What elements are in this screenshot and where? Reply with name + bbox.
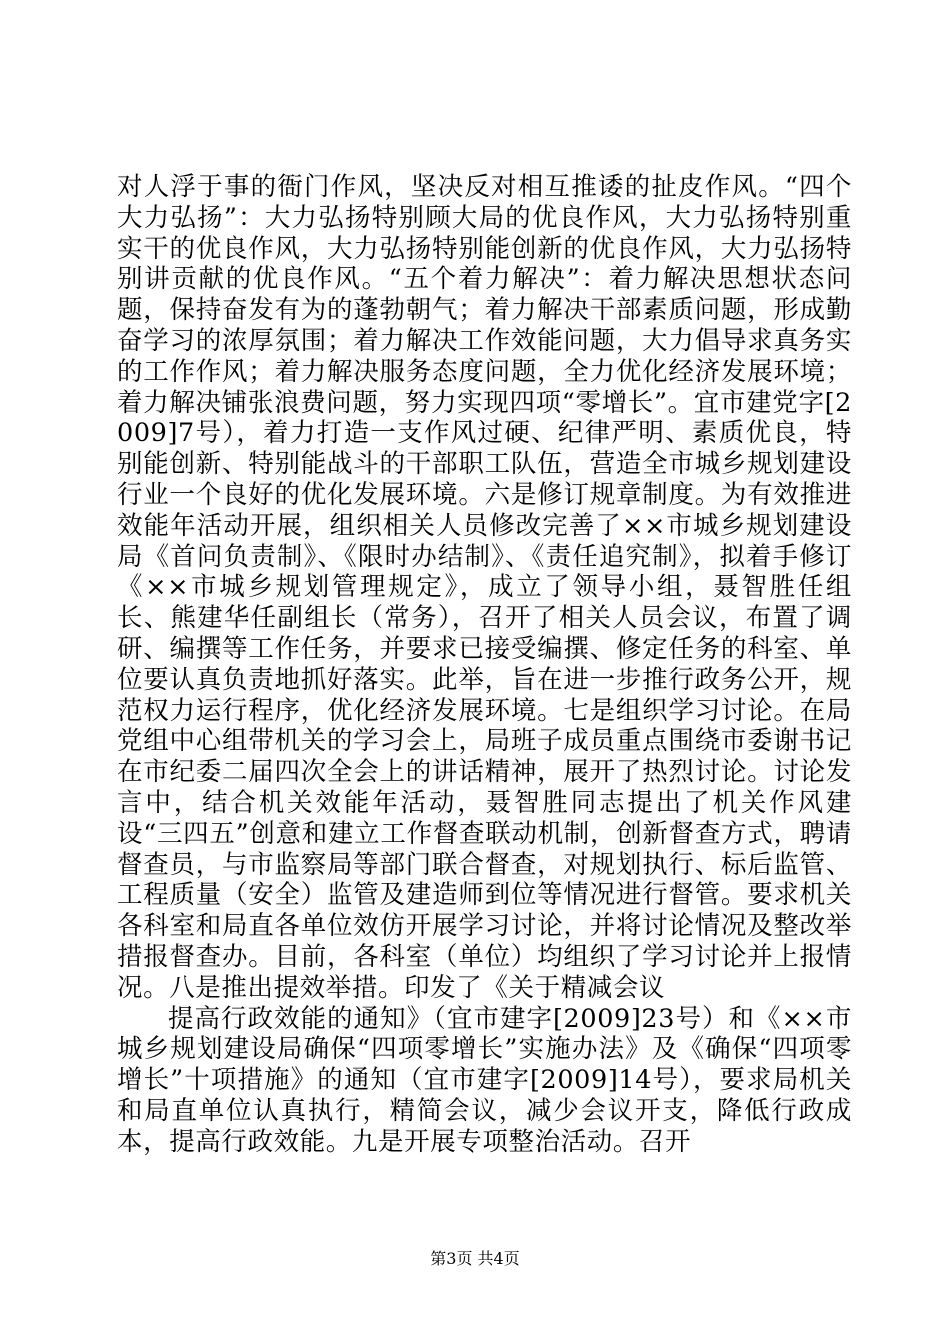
body-text bbox=[117, 172, 852, 1158]
page-number-footer: 第3页 共4页 bbox=[430, 1249, 520, 1268]
paragraph: 对人浮于事的衙门作风，坚决反对相互推诿的扯皮作风。“四个大力弘扬”：大力弘扬特别顾大局的优良作风，大力弘扬特别重实干的优良作风，大力弘扬特别能创新的优良作风，大力弘扬特别讲贡献的优良作风。“五个着力解决”：着力解决思想状态问题，保持奋发有为的蓬勃朝气；着力解决干部素质问题，形成勤奋学习的浓厚氛围；着力解决工作效能问题，大力倡导求真务实的工作作风；着力解决服务态度问题，全力优化经济发展环境；着力解决铺张浪费问题，努力实现四项“零增长”。宜市建党字[2009]7号），着力打造一支作风过硬、纪律严明、素质优良，特别能创新、特别能战斗的干部职工队伍，营造全市城乡规划建设行业一个良好的优化发展环境。六是修订规章制度。为有效推进效能年活动开展，组织相关人员修改完善了××市城乡规划建设局《首问负责制》、《限时办结制》、《责任追究制》，拟着手修订《××市城乡规划管理规定》，成立了领导小组，聂智胜任组长、熊建华任副组长（常务），召开了相关人员会议，布置了调研、编撰等工作任务，并要求已接受编撰、修定任务的科室、单位要认真负责地抓好落实。此举，旨在进一步推行政务公开，规范权力运行程序，优化经济发展环境。七是组织学习讨论。在局党组中心组带机关的学习会上，局班子成员重点围绕市委谢书记在市纪委二届四次全会上的讲话精神，展开了热烈讨论。讨论发言中，结合机关效能年活动，聂智胜同志提出了机关作风建设“三四五”创意和建立工作督查联动机制，创新督查方式，聘请督查员，与市监察局等部门联合督查，对规划执行、标后监管、工程质量（安全）监管及建造师到位等情况进行督管。要求机关各科室和局直各单位效仿开展学习讨论，并将讨论情况及整改举措报督查办。目前，各科室（单位）均组织了学习讨论并上报情况。八是推出提效举措。印发了《关于精减会议 bbox=[117, 172, 852, 1003]
paragraph: 提高行政效能的通知》（宜市建字[2009]23号）和《××市城乡规划建设局确保“四项零增长”实施办法》及《确保“四项零增长”十项措施》的通知（宜市建字[2009]14号），要求局机关和局直单位认真执行，精简会议，减少会议开支，降低行政成本，提高行政效能。九是开展专项整治活动。召开 bbox=[117, 1003, 852, 1157]
